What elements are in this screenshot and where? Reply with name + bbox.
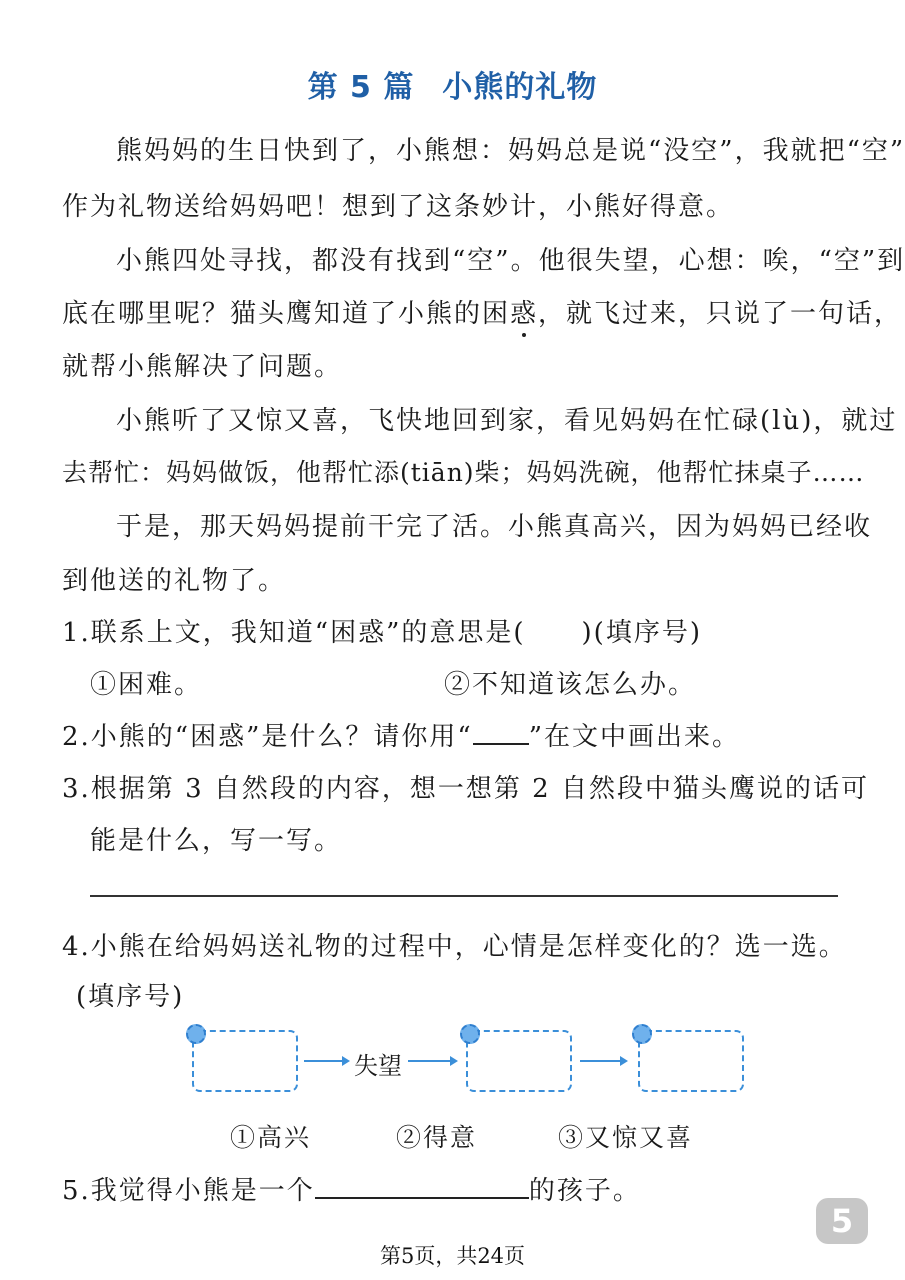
underline-sample bbox=[473, 725, 529, 745]
passage-line: 小熊听了又惊又喜，飞快地回到家，看见妈妈在忙碌(lù)，就过 bbox=[116, 406, 898, 436]
q1-option-1: ①困难。 bbox=[90, 670, 203, 700]
question-5: 5.我觉得小熊是一个 的孩子。 bbox=[62, 1170, 641, 1207]
q1-option-2: ②不知道该怎么办。 bbox=[444, 670, 697, 700]
q4-option-1: ①高兴 bbox=[230, 1123, 312, 1152]
answer-line[interactable] bbox=[90, 895, 838, 897]
pin-icon bbox=[632, 1024, 652, 1044]
answer-box-3[interactable] bbox=[638, 1030, 744, 1092]
passage-line: 到他送的礼物了。 bbox=[62, 566, 287, 596]
question-1: 1.联系上文，我知道“困惑”的意思是( )(填序号) bbox=[62, 618, 702, 648]
page-footer: 第5页，共24页 bbox=[379, 1244, 526, 1268]
arrow-icon bbox=[304, 1054, 350, 1068]
q4-option-3: ③又惊又喜 bbox=[558, 1123, 694, 1152]
passage-line: 作为礼物送给妈妈吧！想到了这条妙计，小熊好得意。 bbox=[62, 192, 735, 222]
pin-icon bbox=[186, 1024, 206, 1044]
question-3: 3.根据第 3 自然段的内容，想一想第 2 自然段中猫头鹰说的话可 bbox=[62, 774, 869, 804]
passage-line: 小熊四处寻找，都没有找到“空”。他很失望，心想：唉，“空”到 bbox=[116, 246, 905, 276]
flow-label-disappointed: 失望 bbox=[354, 1052, 402, 1080]
answer-box-1[interactable] bbox=[192, 1030, 298, 1092]
page-title: 第 5 篇 小熊的礼物 bbox=[307, 70, 598, 105]
page-number-badge: 5 bbox=[816, 1198, 868, 1244]
q4-option-2: ②得意 bbox=[396, 1123, 478, 1152]
answer-box-2[interactable] bbox=[466, 1030, 572, 1092]
emphasis-dot-char: 惑 bbox=[510, 299, 539, 329]
question-4-cont: (填序号) bbox=[76, 982, 185, 1012]
question-2: 2.小熊的“困惑”是什么？请你用“ ”在文中画出来。 bbox=[62, 722, 740, 752]
passage-line: 于是，那天妈妈提前干完了活。小熊真高兴，因为妈妈已经收 bbox=[116, 512, 873, 542]
passage-line: 就帮小熊解决了问题。 bbox=[62, 352, 343, 382]
passage-line: 底在哪里呢？猫头鹰知道了小熊的困惑，就飞过来，只说了一句话， bbox=[62, 299, 903, 329]
answer-blank[interactable] bbox=[315, 1173, 529, 1199]
arrow-icon bbox=[580, 1054, 628, 1068]
question-3-cont: 能是什么，写一写。 bbox=[90, 826, 343, 856]
question-4: 4.小熊在给妈妈送礼物的过程中，心情是怎样变化的？选一选。 bbox=[62, 932, 847, 962]
pin-icon bbox=[460, 1024, 480, 1044]
passage-line: 熊妈妈的生日快到了，小熊想：妈妈总是说“没空”，我就把“空” bbox=[116, 136, 905, 166]
passage-line: 去帮忙：妈妈做饭，他帮忙添(tiān)柴；妈妈洗碗，他帮忙抹桌子…… bbox=[62, 458, 865, 487]
arrow-icon bbox=[408, 1054, 458, 1068]
